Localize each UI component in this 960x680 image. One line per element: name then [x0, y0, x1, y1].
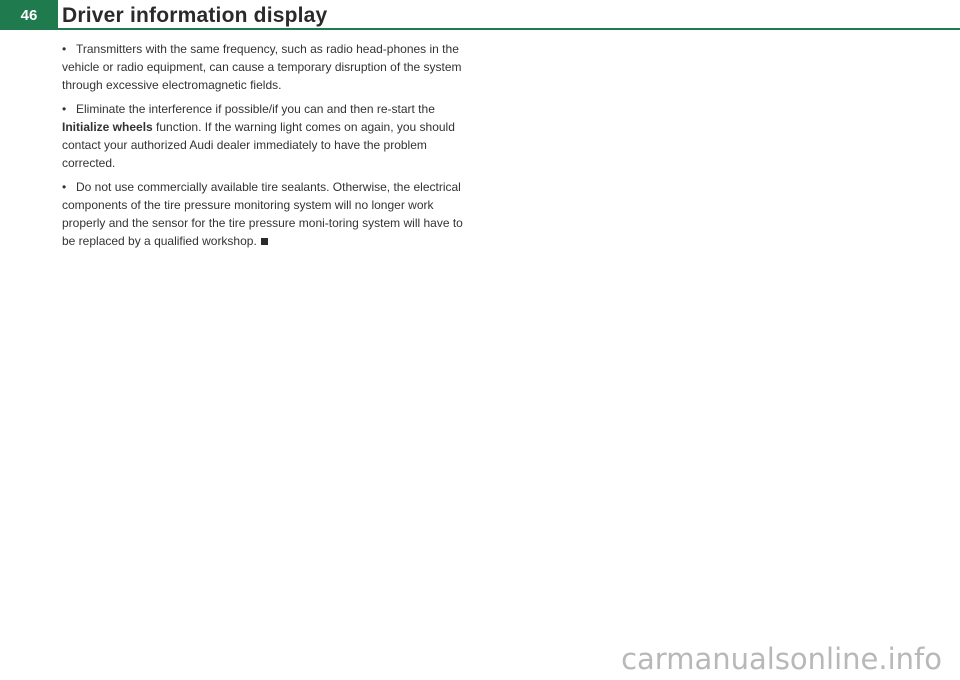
bullet-text: Eliminate the interference if possible/if you can and then re-start the [76, 102, 435, 116]
bullet-text: Do not use commercially available tire sealants. Otherwise, the electrical components of the tire pressure monitoring system will no longer work properly and the sensor for the tire pressure moni-toring system will have to be replaced by a qualified workshop. [62, 180, 463, 248]
bullet-text: function. If the warning light comes on again, you should contact your authorized Audi dealer immediately to have the problem corrected. [62, 120, 455, 170]
end-of-section-icon [261, 238, 268, 245]
bullet-item [62, 178, 464, 250]
bullet-text: Transmitters with the same frequency, such as radio head-phones in the vehicle or radio equipment, can cause a temporary disruption of the system through excessive electromagnetic fields. [62, 42, 462, 92]
bold-function-name: Initialize wheels [62, 120, 153, 134]
bullet-icon: • [62, 180, 67, 194]
bullet-icon: • [62, 42, 67, 56]
page-number: 46 [0, 0, 58, 30]
bullet-item [62, 100, 464, 172]
header-divider [58, 28, 960, 30]
body-text [62, 40, 464, 256]
bullet-item [62, 40, 464, 94]
watermark: carmanualsonline.info [621, 642, 942, 676]
page-title: Driver information display [62, 4, 328, 27]
bullet-icon: • [62, 102, 67, 116]
